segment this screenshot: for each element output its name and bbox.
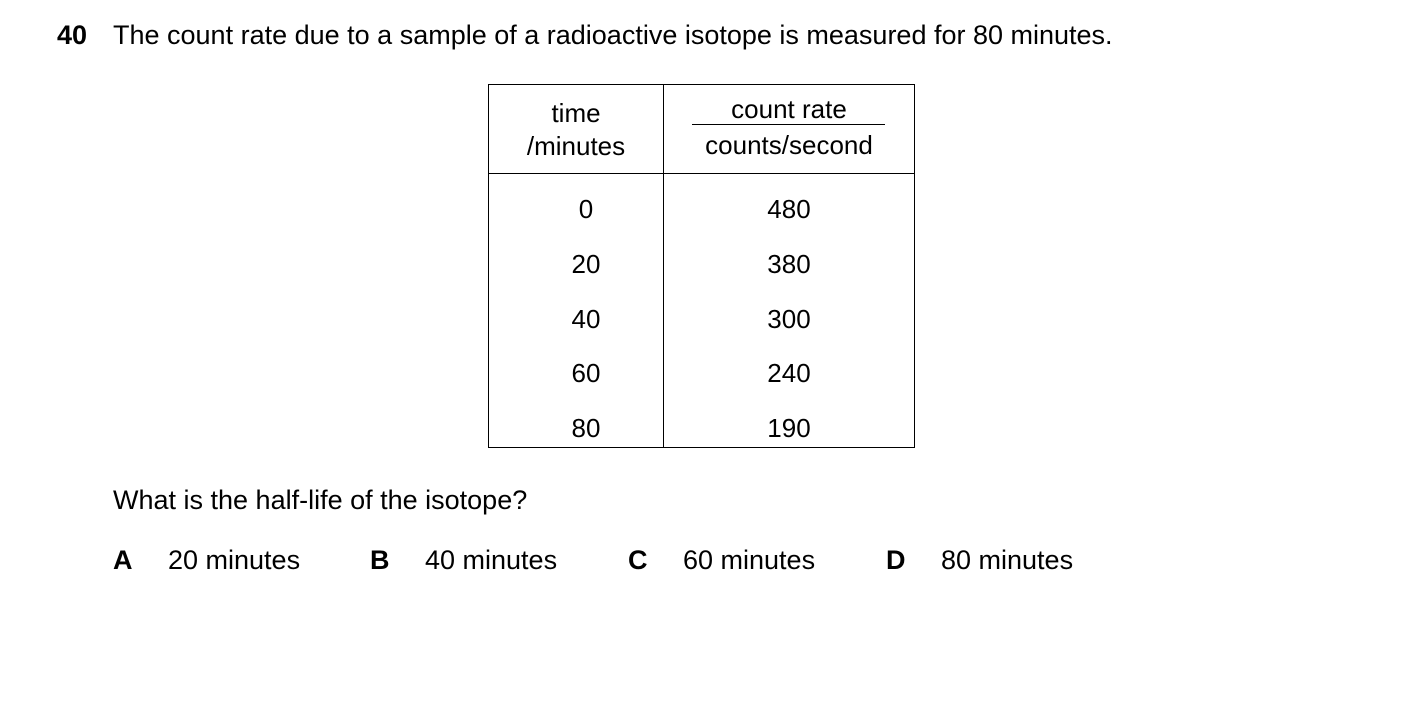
table-cell-time: 60 <box>571 358 601 388</box>
option-c-letter: C <box>628 545 648 575</box>
table-cell-rate: 380 <box>767 249 811 279</box>
question-stem: The count rate due to a sample of a radioactive isotope is measured for 80 minutes. <box>113 20 1113 50</box>
data-table <box>488 84 915 448</box>
table-header-divider <box>489 173 914 174</box>
option-a-text: 20 minutes <box>168 545 301 575</box>
header-time-unit: /minutes <box>526 131 626 161</box>
header-time-label: time <box>551 98 601 128</box>
header-fraction-line <box>692 124 885 125</box>
table-cell-time: 0 <box>578 194 594 224</box>
option-d-letter: D <box>886 545 906 575</box>
header-rate-unit: counts/second <box>705 130 873 160</box>
table-cell-rate: 300 <box>767 304 811 334</box>
option-d-text: 80 minutes <box>941 545 1074 575</box>
table-cell-time: 20 <box>571 249 601 279</box>
table-cell-rate: 190 <box>767 413 811 443</box>
table-cell-time: 40 <box>571 304 601 334</box>
option-b-text: 40 minutes <box>425 545 558 575</box>
option-a-letter: A <box>113 545 133 575</box>
option-b-letter: B <box>370 545 390 575</box>
question-prompt: What is the half-life of the isotope? <box>113 485 528 515</box>
table-cell-time: 80 <box>571 413 601 443</box>
option-c-text: 60 minutes <box>683 545 816 575</box>
table-cell-rate: 480 <box>767 194 811 224</box>
question-number: 40 <box>57 20 88 50</box>
table-cell-rate: 240 <box>767 358 811 388</box>
header-rate-label: count rate <box>731 94 847 124</box>
